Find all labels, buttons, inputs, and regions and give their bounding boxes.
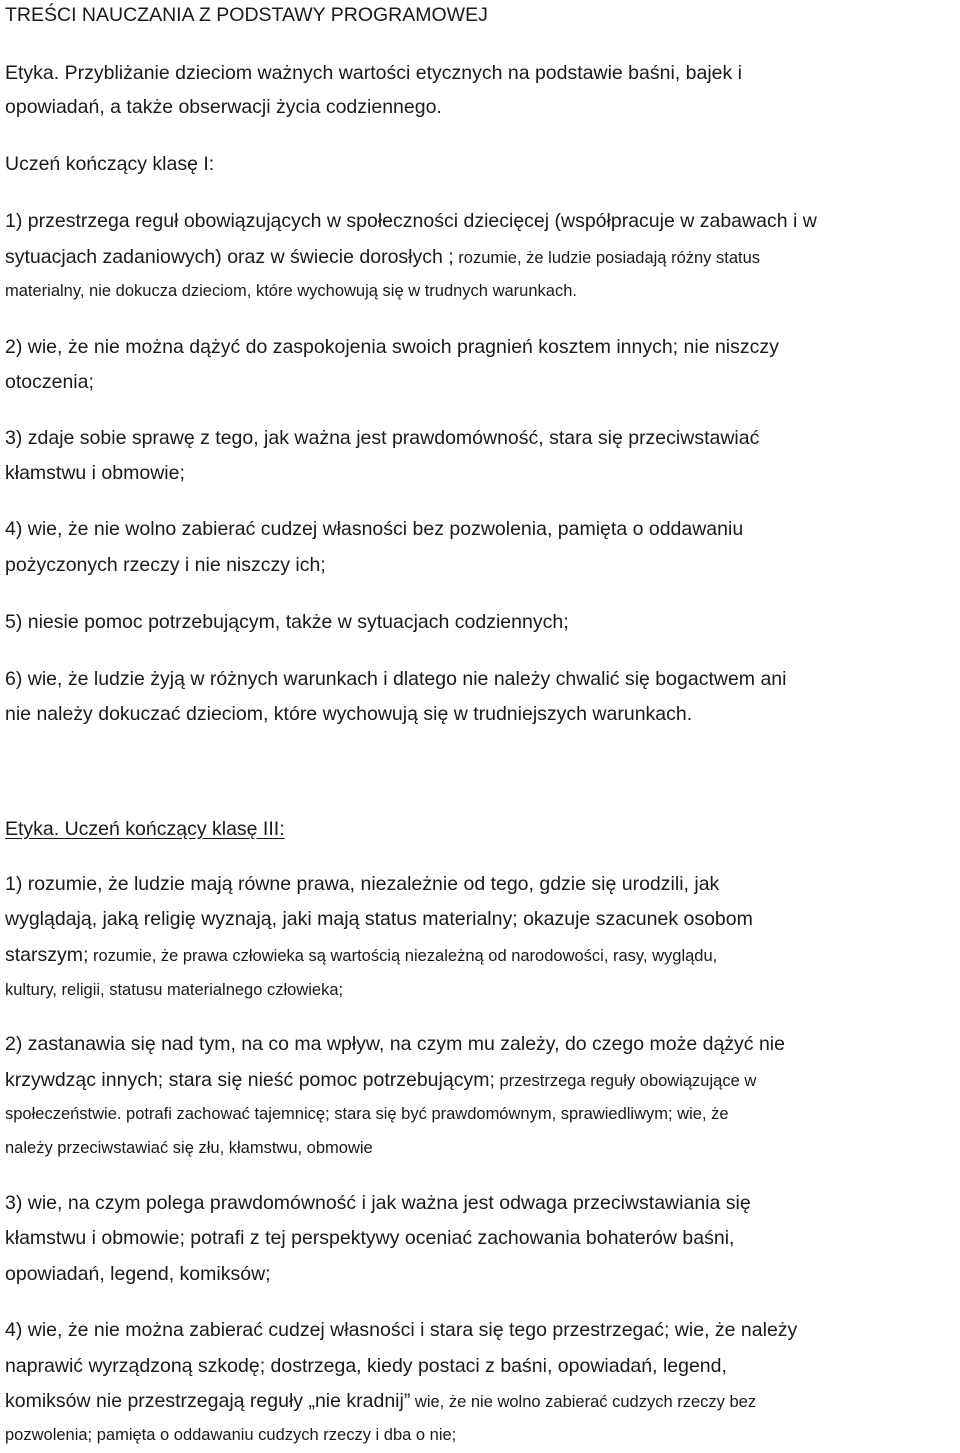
class3-item4-line3b: wie, że nie wolno zabierać cudzych rzeczy bez <box>410 1393 757 1411</box>
class1-item6-line2: nie należy dokuczać dzieciom, które wychowują się w trudniejszych warunkach. <box>5 703 693 725</box>
class3-item1-line4: kultury, religii, statusu materialnego człowieka; <box>5 981 344 999</box>
class1-item1-line1: 1) przestrzega reguł obowiązujących w społeczności dziecięcej (współpracuje w zabawach i w <box>5 210 817 232</box>
class3-item2-line2a: krzywdząc innych; stara się nieść pomoc potrzebującym; <box>5 1069 495 1091</box>
class3-item2-line3: społeczeństwie. potrafi zachować tajemnicę; stara się być prawdomównym, sprawiedliwym; wie, że <box>5 1105 729 1123</box>
class3-item1-line3a: starszym; <box>5 944 89 966</box>
class3-item2-line2b: przestrzega reguły obowiązujące w <box>494 1072 757 1090</box>
class1-item6-line1: 6) wie, że ludzie żyją w różnych warunkach i dlatego nie należy chwalić się bogactwem ani <box>5 668 787 690</box>
intro-line-1: Etyka. Przybliżanie dzieciom ważnych wartości etycznych na podstawie baśni, bajek i <box>5 62 743 84</box>
intro-line-2: opowiadań, a także obserwacji życia codziennego. <box>5 96 442 118</box>
class3-title: Etyka. Uczeń kończący klasę III: <box>5 818 285 840</box>
class3-item1-line1: 1) rozumie, że ludzie mają równe prawa, niezależnie od tego, gdzie się urodzili, jak <box>5 873 720 895</box>
class1-item2-line1: 2) wie, że nie można dążyć do zaspokojenia swoich pragnień kosztem innych; nie niszczy <box>5 336 779 358</box>
class3-item4-line1: 4) wie, że nie można zabierać cudzej własności i stara się tego przestrzegać; wie, że należy <box>5 1319 798 1341</box>
class3-item4-line3 <box>5 1384 756 1420</box>
class1-item1-line2 <box>5 240 760 276</box>
class3-item3-line1: 3) wie, na czym polega prawdomówność i jak ważna jest odwaga przeciwstawiania się <box>5 1192 751 1214</box>
class1-item3-line1: 3) zdaje sobie sprawę z tego, jak ważna jest prawdomówność, stara się przeciwstawiać <box>5 427 760 449</box>
document-heading: TREŚCI NAUCZANIA Z PODSTAWY PROGRAMOWEJ <box>5 4 488 26</box>
class1-item1-line2a: sytuacjach zadaniowych) oraz w świecie dorosłych ; <box>5 246 454 268</box>
class3-item2-line2 <box>5 1063 756 1099</box>
class1-item5-line1: 5) niesie pomoc potrzebującym, także w sytuacjach codziennych; <box>5 611 569 633</box>
class1-item4-line1: 4) wie, że nie wolno zabierać cudzej własności bez pozwolenia, pamięta o oddawaniu <box>5 518 744 540</box>
class3-item2-line4: należy przeciwstawiać się złu, kłamstwu, obmowie <box>5 1139 373 1157</box>
class1-item3-line2: kłamstwu i obmowie; <box>5 462 185 484</box>
class3-item1-line3b: rozumie, że prawa człowieka są wartością niezależną od narodowości, rasy, wyglądu, <box>88 947 718 965</box>
class1-item1-line3: materialny, nie dokucza dzieciom, które wychowują się w trudnych warunkach. <box>5 282 577 300</box>
class3-item4-line3a: komiksów nie przestrzegają reguły „nie kradnij” <box>5 1390 411 1412</box>
class3-item3-line2: kłamstwu i obmowie; potrafi z tej perspektywy oceniać zachowania bohaterów baśni, <box>5 1227 735 1249</box>
class3-item4-line4: pozwolenia; pamięta o oddawaniu cudzych rzeczy i dba o nie; <box>5 1426 457 1444</box>
class3-item1-line2: wyglądają, jaką religię wyznają, jaki mają status materialny; okazuje szacunek osobom <box>5 908 753 930</box>
class3-item1-line3 <box>5 938 717 974</box>
class1-item4-line2: pożyczonych rzeczy i nie niszczy ich; <box>5 554 326 576</box>
class3-item3-line3: opowiadań, legend, komiksów; <box>5 1263 271 1285</box>
class1-item2-line2: otoczenia; <box>5 371 94 393</box>
class3-item4-line2: naprawić wyrządzoną szkodę; dostrzega, kiedy postaci z baśni, opowiadań, legend, <box>5 1355 727 1377</box>
class1-item1-line2b: rozumie, że ludzie posiadają różny status <box>453 249 761 267</box>
class1-title: Uczeń kończący klasę I: <box>5 153 215 175</box>
class3-item2-line1: 2) zastanawia się nad tym, na co ma wpływ, na czym mu zależy, do czego może dążyć nie <box>5 1033 785 1055</box>
